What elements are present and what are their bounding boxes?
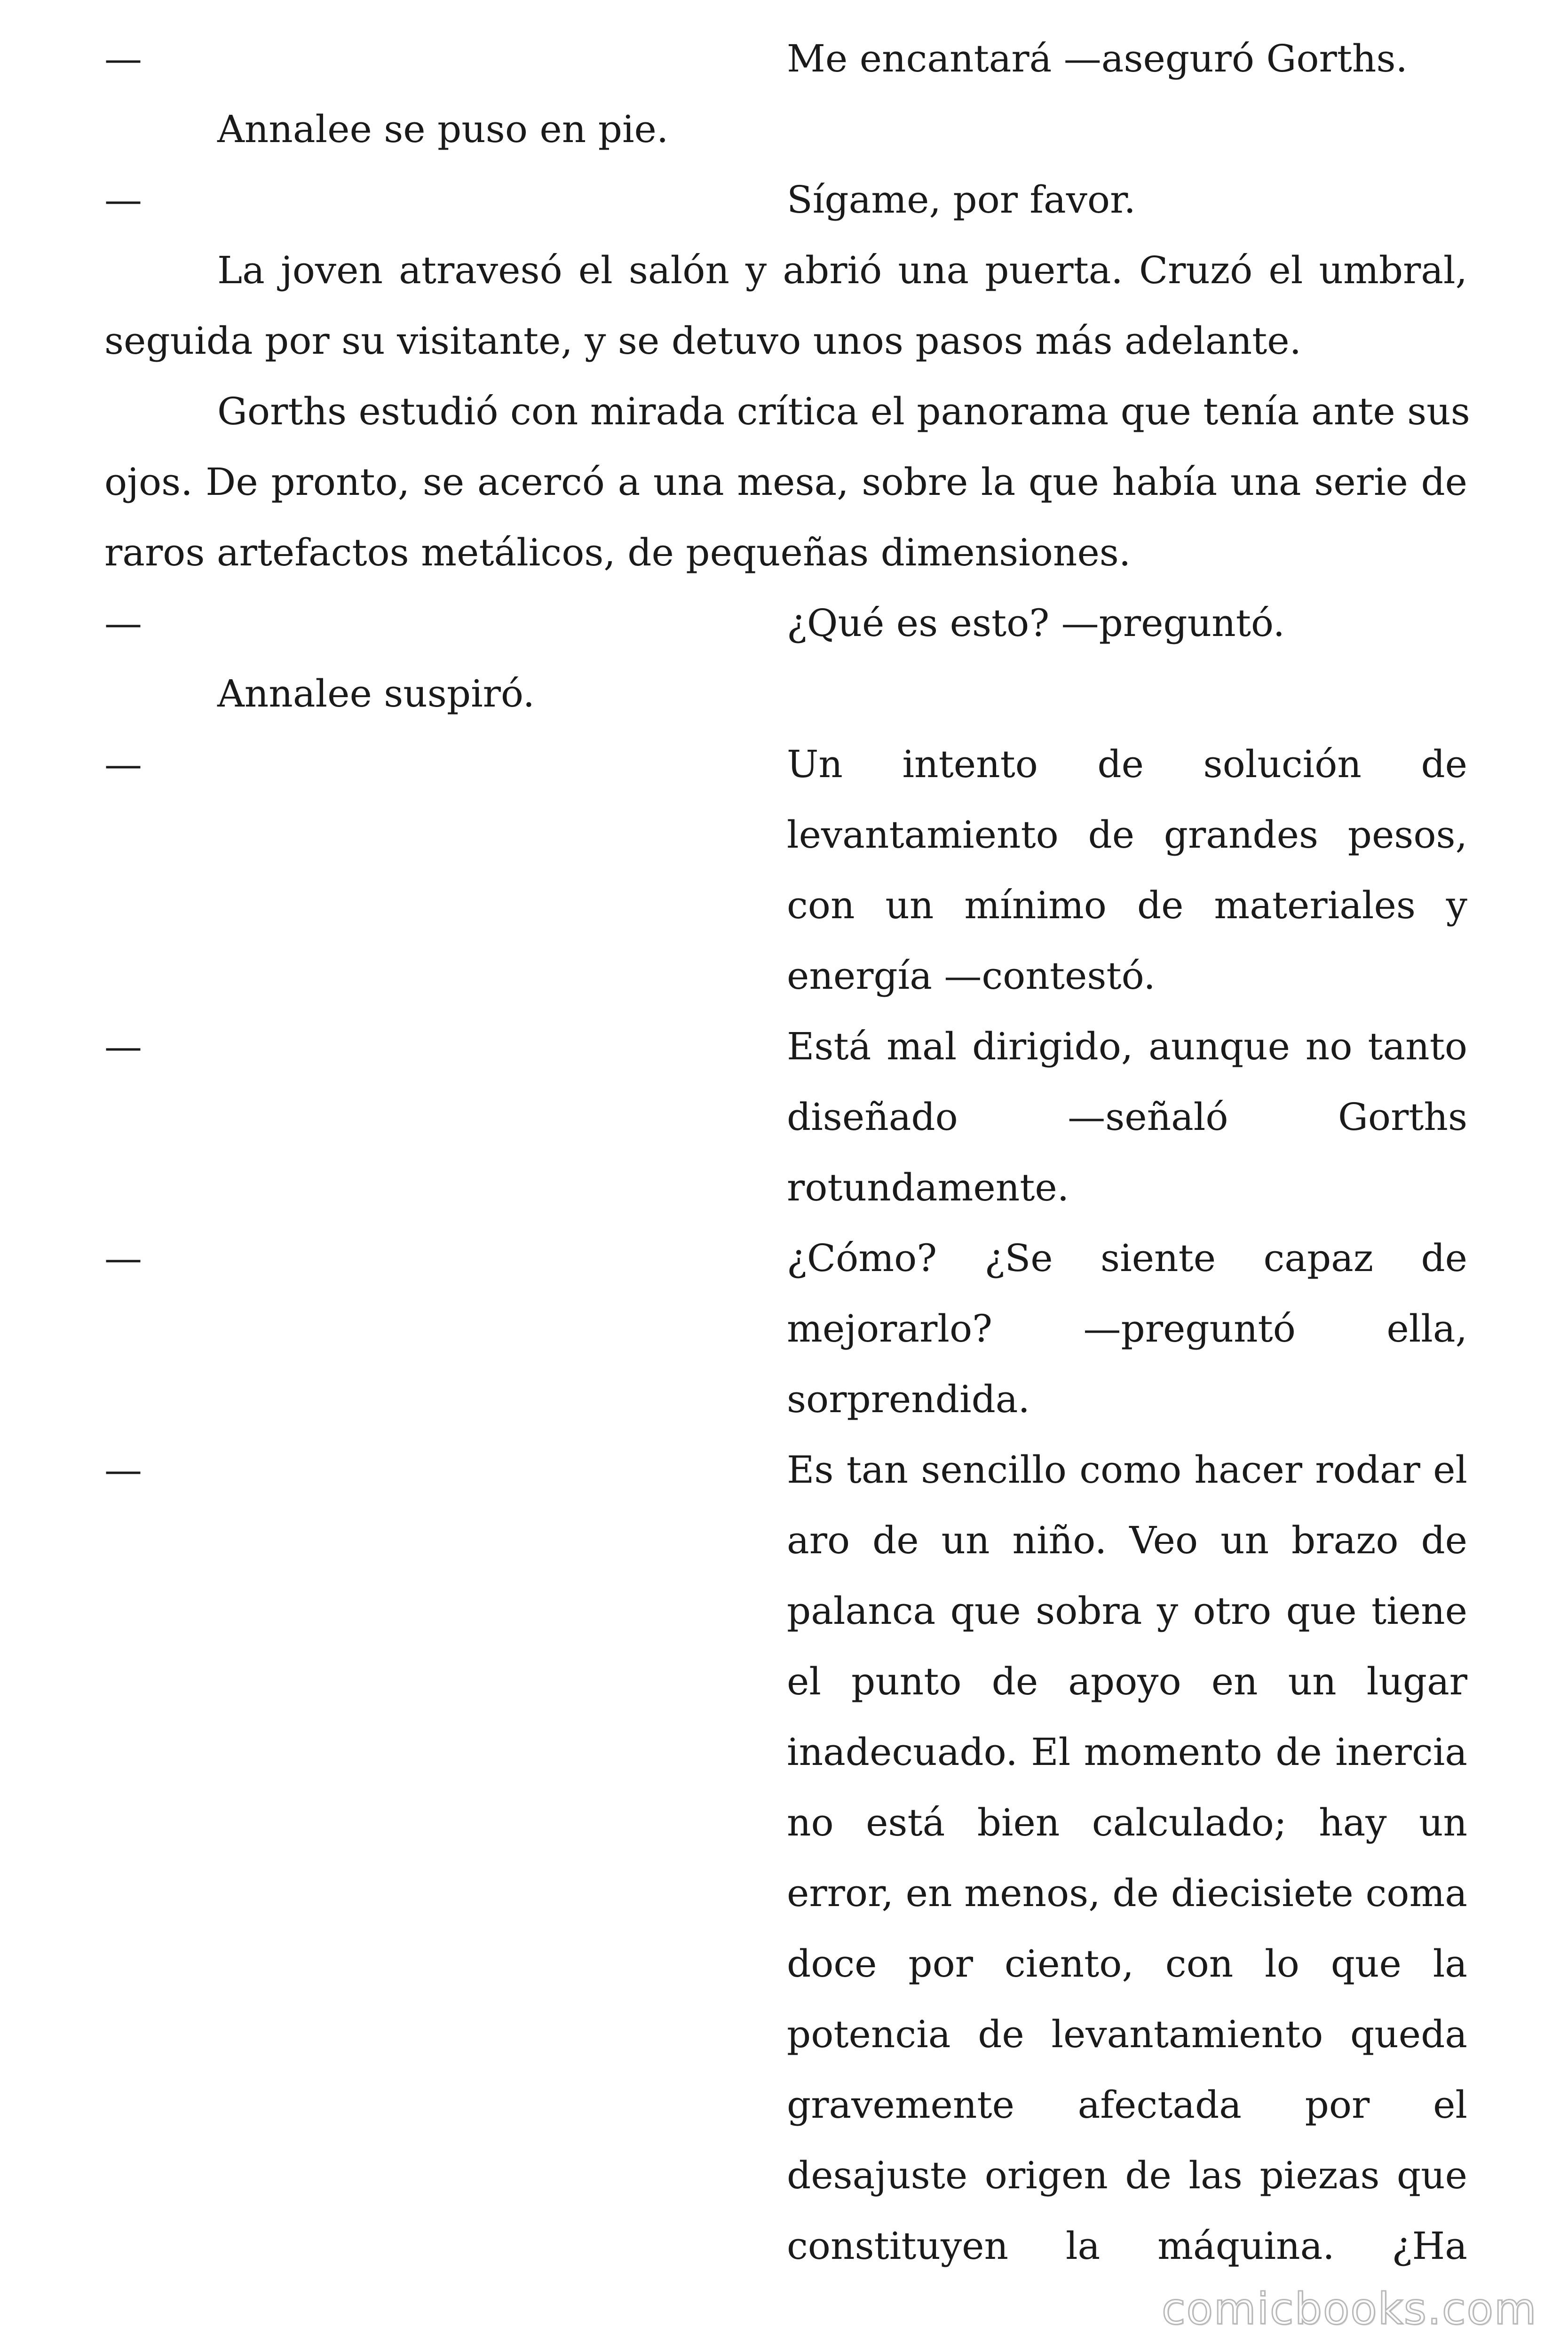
dialogue-line: palanca que sobra y otro que tiene (787, 1589, 1467, 1633)
dialogue-dash: — (104, 742, 142, 786)
dialogue-line: desajuste origen de las piezas que (787, 2153, 1467, 2197)
dialogue-dash: — (104, 1236, 142, 1280)
paragraph-line: ojos. De pronto, se acercó a una mesa, sobre la que había una serie de (104, 460, 1467, 504)
dialogue-dash: — (104, 1448, 142, 1492)
dialogue-line: levantamiento de grandes pesos, (787, 813, 1467, 857)
dialogue-dash: — (104, 1025, 142, 1068)
paragraph-line: Annalee suspiró. (217, 672, 535, 715)
paragraph-line: Gorths estudió con mirada crítica el panorama que tenía ante sus (217, 389, 1470, 433)
dialogue-line: el punto de apoyo en un lugar (787, 1660, 1467, 1703)
site-watermark: comicbooks.com (1162, 2284, 1537, 2334)
dialogue-line: Está mal dirigido, aunque no tanto (787, 1025, 1467, 1068)
dialogue-dash: — (104, 37, 142, 80)
dialogue-line: constituyen la máquina. ¿Ha (787, 2224, 1467, 2268)
dialogue-line: error, en menos, de diecisiete coma (787, 1871, 1467, 1915)
dialogue-dash: — (104, 601, 142, 645)
dialogue-line: aro de un niño. Veo un brazo de (787, 1518, 1467, 1562)
dialogue-line: ¿Cómo? ¿Se siente capaz de (787, 1236, 1467, 1280)
dialogue-line: diseñado —señaló Gorths (787, 1095, 1467, 1139)
dialogue-line: con un mínimo de materiales y (787, 883, 1467, 927)
dialogue-line: Sígame, por favor. (787, 178, 1136, 222)
dialogue-line: mejorarlo? —preguntó ella, (787, 1307, 1467, 1351)
dialogue-line: Un intento de solución de (787, 742, 1467, 786)
dialogue-line: rotundamente. (787, 1166, 1069, 1209)
dialogue-line: gravemente afectada por el (787, 2083, 1467, 2127)
dialogue-line: no está bien calculado; hay un (787, 1801, 1467, 1844)
dialogue-dash: — (104, 178, 142, 222)
dialogue-line: Me encantará —aseguró Gorths. (787, 37, 1408, 80)
dialogue-line: doce por ciento, con lo que la (787, 1942, 1467, 1986)
dialogue-line: Es tan sencillo como hacer rodar el (787, 1448, 1467, 1492)
paragraph-line: Annalee se puso en pie. (217, 107, 669, 151)
paragraph-line: seguida por su visitante, y se detuvo unos pasos más adelante. (104, 319, 1302, 363)
paragraph-line: La joven atravesó el salón y abrió una puerta. Cruzó el umbral, (217, 248, 1467, 292)
dialogue-line: inadecuado. El momento de inercia (787, 1730, 1467, 1774)
dialogue-line: sorprendida. (787, 1377, 1030, 1421)
dialogue-line: potencia de levantamiento queda (787, 2012, 1467, 2056)
paragraph-line: raros artefactos metálicos, de pequeñas dimensiones. (104, 531, 1131, 574)
dialogue-line: energía —contestó. (787, 954, 1156, 998)
dialogue-line: ¿Qué es esto? —preguntó. (787, 601, 1285, 645)
